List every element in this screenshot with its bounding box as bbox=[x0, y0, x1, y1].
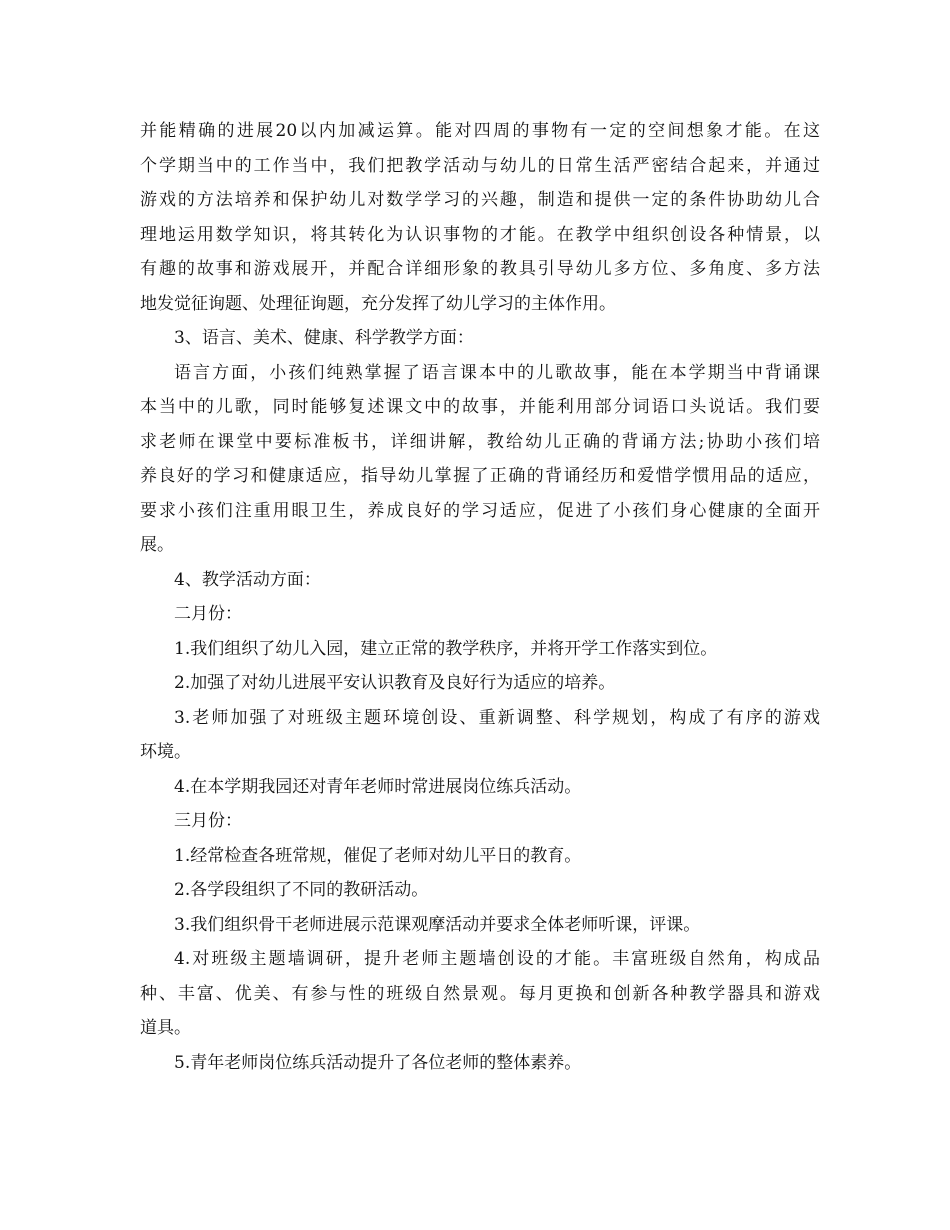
text-line: 1.经常检查各班常规，催促了老师对幼儿平日的教育。 bbox=[174, 845, 582, 866]
text-line: 2.各学段组织了不同的教研活动。 bbox=[174, 880, 429, 900]
text-line: 要求小孩们注重用眼卫生，养成良好的学习适应，促进了小孩们身心健康的全面开 bbox=[140, 500, 820, 521]
text-line: 个学期当中的工作当中，我们把教学活动与幼儿的日常生活严密结合起来，并通过 bbox=[140, 155, 820, 176]
text-line: 4.在本学期我园还对青年老师时常进展岗位练兵活动。 bbox=[174, 776, 582, 797]
text-line: 游戏的方法培养和保护幼儿对数学学习的兴趣，制造和提供一定的条件协助幼儿合 bbox=[140, 190, 820, 210]
text-line: 2.加强了对幼儿进展平安认识教育及良好行为适应的培养。 bbox=[174, 673, 616, 693]
text-line: 3.我们组织骨干老师进展示范课观摩活动并要求全体老师听课，评课。 bbox=[174, 914, 701, 935]
document-body bbox=[140, 114, 820, 1080]
text-line: 3、语言、美术、健康、科学教学方面： bbox=[174, 328, 474, 348]
text-line: 并能精确的进展20以内加减运算。能对四周的事物有一定的空间想象才能。在这 bbox=[140, 121, 820, 141]
text-line: 三月份： bbox=[174, 811, 242, 831]
text-line: 4.对班级主题墙调研，提升老师主题墙创设的才能。丰富班级自然角，构成品 bbox=[174, 949, 820, 969]
text-line: 语言方面，小孩们纯熟掌握了语言课本中的儿歌故事，能在本学期当中背诵课 bbox=[174, 362, 820, 383]
text-line: 二月份： bbox=[174, 604, 242, 624]
text-line: 展。 bbox=[140, 535, 174, 555]
text-line: 道具。 bbox=[140, 1018, 191, 1038]
text-line: 5.青年老师岗位练兵活动提升了各位老师的整体素养。 bbox=[174, 1052, 582, 1073]
text-line: 有趣的故事和游戏展开，并配合详细形象的教具引导幼儿多方位、多角度、多方法 bbox=[140, 259, 820, 279]
text-line: 1.我们组织了幼儿入园，建立正常的教学秩序，并将开学工作落实到位。 bbox=[174, 638, 718, 659]
text-line: 求老师在课堂中要标准板书，详细讲解，教给幼儿正确的背诵方法;协助小孩们培 bbox=[140, 431, 820, 452]
text-line: 环境。 bbox=[140, 742, 191, 762]
text-line: 养良好的学习和健康适应，指导幼儿掌握了正确的背诵经历和爱惜学惯用品的适应， bbox=[140, 466, 820, 486]
text-line: 地发觉征询题、处理征询题，充分发挥了幼儿学习的主体作用。 bbox=[140, 293, 616, 314]
text-line: 种、丰富、优美、有参与性的班级自然景观。每月更换和创新各种教学器具和游戏 bbox=[140, 983, 820, 1004]
text-line: 3.老师加强了对班级主题环境创设、重新调整、科学规划，构成了有序的游戏 bbox=[174, 707, 820, 728]
text-line: 4、教学活动方面： bbox=[174, 569, 321, 590]
text-line: 理地运用数学知识，将其转化为认识事物的才能。在教学中组织创设各种情景，以 bbox=[140, 224, 820, 245]
text-line: 本当中的儿歌，同时能够复述课文中的故事，并能利用部分词语口头说话。我们要 bbox=[140, 397, 820, 417]
